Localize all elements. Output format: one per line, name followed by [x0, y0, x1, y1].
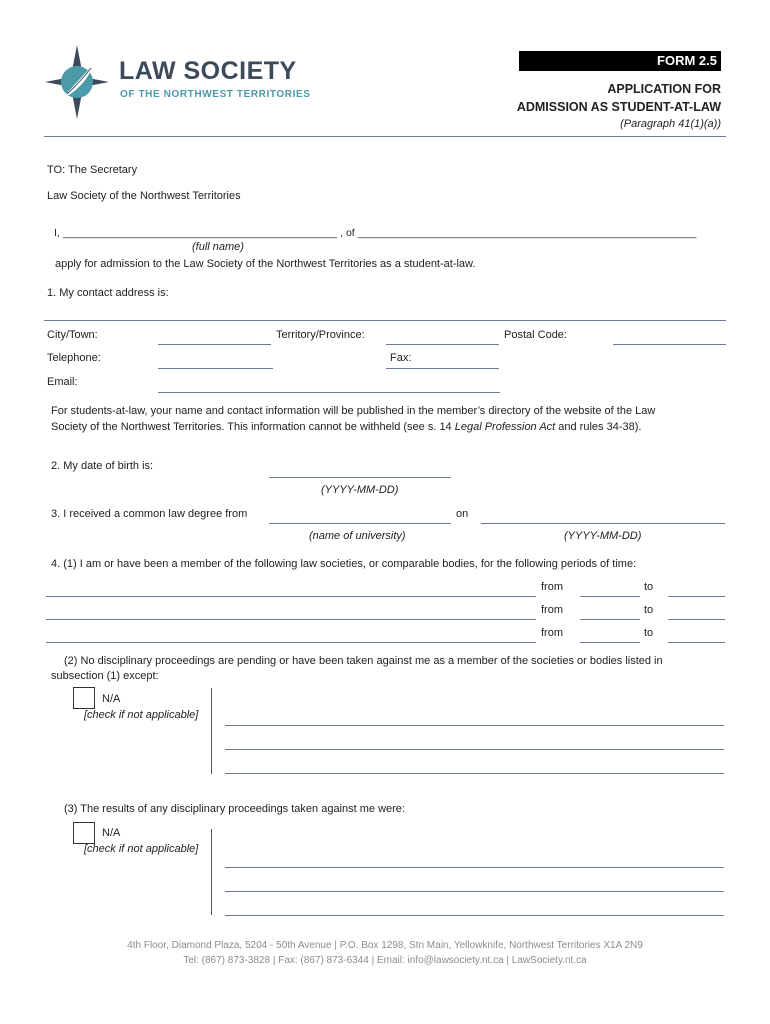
postal-code-label: Postal Code: [504, 329, 567, 341]
to-date-field[interactable] [668, 642, 725, 643]
from-label: from [541, 604, 563, 616]
disciplinary-exception-field[interactable] [225, 773, 724, 774]
contact-heading: 1. My contact address is: [47, 287, 169, 299]
email-label: Email: [47, 376, 78, 388]
results-na-caption: [check if not applicable] [84, 843, 199, 855]
from-date-field[interactable] [580, 642, 640, 643]
degree-date-field[interactable] [481, 523, 725, 524]
results-na-label: N/A [102, 827, 121, 839]
notice-text-a: Society of the Northwest Territories. This information cannot be withheld (see s. 14 [51, 421, 455, 433]
from-date-field[interactable] [580, 619, 640, 620]
postal-code-field[interactable] [613, 344, 726, 345]
footer-address: 4th Floor, Diamond Plaza, 5204 - 50th Avenue | P.O. Box 1298, Stn Main, Yellowknife, Northwest Territories X1A 2N9 [127, 940, 643, 951]
results-field[interactable] [225, 891, 724, 892]
law-society-name: Law Society of the Northwest Territories [47, 190, 241, 202]
from-date-field[interactable] [580, 596, 640, 597]
email-field[interactable] [158, 392, 500, 393]
disciplinary-na-caption: [check if not applicable] [84, 709, 199, 721]
to-secretary: TO: The Secretary [47, 164, 138, 176]
logo-title: LAW SOCIETY [119, 57, 297, 85]
disciplinary-na-checkbox[interactable] [73, 687, 95, 709]
membership-body-field[interactable] [46, 596, 536, 597]
university-caption: (name of university) [309, 530, 406, 542]
to-date-field[interactable] [668, 619, 725, 620]
address-field[interactable] [44, 320, 726, 321]
fax-field[interactable] [386, 368, 499, 369]
fax-label: Fax: [390, 352, 412, 364]
publication-notice-line1: For students-at-law, your name and contact information will be published in the member’s directory of the website of the Law [51, 405, 656, 417]
disciplinary-exception-field[interactable] [225, 749, 724, 750]
membership-body-field[interactable] [46, 642, 536, 643]
university-field[interactable] [269, 523, 451, 524]
disciplinary-text-line1: (2) No disciplinary proceedings are pending or have been taken against me as a member of the societies or bodies listed in [64, 655, 663, 667]
telephone-field[interactable] [158, 368, 273, 369]
results-text: (3) The results of any disciplinary proceedings taken against me were: [64, 803, 405, 815]
results-na-checkbox[interactable] [73, 822, 95, 844]
membership-heading: 4. (1) I am or have been a member of the following law societies, or comparable bodies, for the following periods of time: [51, 558, 637, 570]
city-field[interactable] [158, 344, 271, 345]
form-title-line1: APPLICATION FOR [607, 82, 721, 96]
degree-label: 3. I received a common law degree from [51, 508, 248, 520]
birth-date-caption: (YYYY-MM-DD) [321, 484, 399, 496]
to-date-field[interactable] [668, 596, 725, 597]
telephone-label: Telephone: [47, 352, 101, 364]
from-label: from [541, 581, 563, 593]
province-field[interactable] [386, 344, 499, 345]
form-title-line2: ADMISSION AS STUDENT-AT-LAW [516, 100, 721, 114]
name-residence-line[interactable]: I, _______________________________________________ , of __________________________________________________________ [54, 227, 697, 239]
city-label: City/Town: [47, 329, 98, 341]
results-field[interactable] [225, 915, 724, 916]
to-label: to [644, 604, 654, 616]
degree-on-label: on [456, 508, 469, 520]
footer-contact: Tel: (867) 873-3828 | Fax: (867) 873-6344 | Email: info@lawsociety.nt.ca | LawSociety.nt.ca [183, 955, 587, 966]
header-divider [44, 136, 726, 137]
birth-date-label: 2. My date of birth is: [51, 460, 154, 472]
membership-body-field[interactable] [46, 619, 536, 620]
to-label: to [644, 627, 654, 639]
disciplinary-bracket [211, 688, 212, 774]
logo-subtitle: OF THE NORTHWEST TERRITORIES [120, 89, 311, 100]
form-number-badge: FORM 2.5 [519, 51, 721, 71]
to-label: to [644, 581, 654, 593]
birth-date-field[interactable] [269, 477, 451, 478]
disciplinary-text-line2: subsection (1) except: [51, 670, 159, 682]
compass-quill-icon [45, 45, 109, 119]
notice-text-b: and rules 34-38). [555, 421, 642, 433]
disciplinary-na-label: N/A [102, 693, 121, 705]
disciplinary-exception-field[interactable] [225, 725, 724, 726]
apply-statement: apply for admission to the Law Society of the Northwest Territories as a student-at-law. [55, 258, 476, 270]
results-field[interactable] [225, 867, 724, 868]
from-label: from [541, 627, 563, 639]
province-label: Territory/Province: [276, 329, 365, 341]
full-name-caption: (full name) [192, 241, 244, 253]
paragraph-reference: (Paragraph 41(1)(a)) [620, 118, 721, 130]
degree-date-caption: (YYYY-MM-DD) [564, 530, 642, 542]
logo [45, 45, 335, 120]
legal-profession-act: Legal Profession Act [454, 421, 556, 433]
results-bracket [211, 829, 212, 915]
publication-notice-line2 [51, 421, 641, 433]
